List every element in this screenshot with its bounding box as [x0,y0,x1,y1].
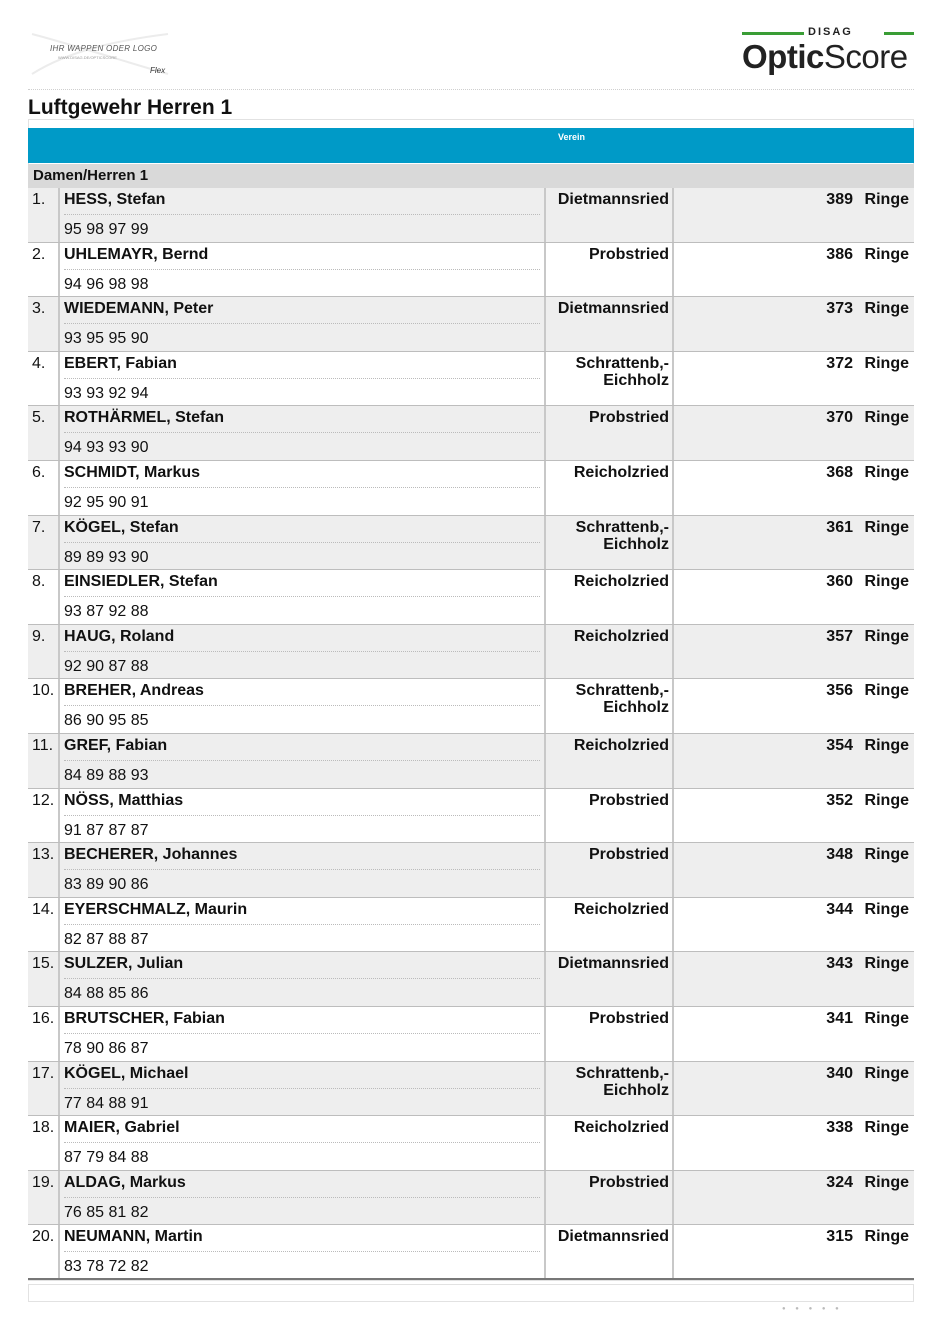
table-row [28,352,914,407]
total-score: 348 [826,846,853,864]
rank: 9. [32,627,46,645]
total-score: 386 [826,245,853,263]
shooter-name: NEUMANN, Martin [64,1228,203,1246]
club-name: Dietmannsried [557,955,669,973]
score-unit: Ringe [864,1173,909,1191]
rank-cell [28,789,60,843]
series-scores: 93 87 92 88 [64,603,149,621]
rank: 18. [32,1119,55,1137]
rank-cell [28,952,60,1006]
table-row [28,1007,914,1062]
score-unit: Ringe [864,300,909,318]
total-cell [674,952,914,1006]
club-name: Dietmannsried [557,300,669,318]
rank-cell [28,516,60,570]
club-cell [546,1062,674,1116]
total-cell [674,1007,914,1061]
header-divider [28,89,914,90]
club-name: Dietmannsried [557,191,669,208]
total-cell [674,461,914,515]
rank: 7. [32,518,46,536]
total-cell [674,625,914,679]
club-cell [546,1007,674,1061]
page-title: Luftgewehr Herren 1 [28,96,233,119]
shooter-name: EINSIEDLER, Stefan [64,573,218,591]
club-name: Schrattenb,- Eichholz [575,682,669,717]
rank: 15. [32,955,55,973]
total-score: 338 [826,1119,853,1137]
shooter-cell [60,188,546,242]
score-unit: Ringe [864,191,909,208]
table-row [28,461,914,516]
table-row [28,297,914,352]
score-unit: Ringe [864,955,909,973]
total-score: 315 [826,1228,853,1246]
shooter-cell [60,789,546,843]
club-cell [546,1225,674,1279]
score-unit: Ringe [864,245,909,263]
series-scores: 83 78 72 82 [64,1258,149,1276]
rank: 13. [32,846,55,864]
club-name: Probstried [588,1009,669,1027]
shooter-cell [60,843,546,897]
score-unit: Ringe [864,627,909,645]
dotted-separator [64,705,540,706]
rank-cell [28,570,60,624]
series-scores: 78 90 86 87 [64,1039,149,1057]
table-row [28,188,914,243]
shooter-cell [60,461,546,515]
total-cell [674,188,914,242]
total-score: 370 [826,409,853,427]
series-scores: 92 95 90 91 [64,493,149,511]
dotted-separator [64,432,540,433]
rank-cell [28,679,60,733]
dotted-separator [64,596,540,597]
club-cell [546,516,674,570]
shooter-cell [60,1225,546,1279]
shooter-cell [60,1116,546,1170]
dotted-separator [64,1033,540,1034]
club-name: Schrattenb,- Eichholz [575,354,669,389]
rank: 12. [32,791,55,809]
table-row [28,243,914,298]
results-table-body [28,188,914,1280]
logo-flex-label: Flex [150,66,166,75]
total-score: 357 [826,627,853,645]
group-header [28,164,914,188]
shooter-name: BREHER, Andreas [64,682,204,700]
score-unit: Ringe [864,1009,909,1027]
club-cell [546,352,674,406]
rank-cell [28,243,60,297]
table-row [28,1116,914,1171]
table-row [28,789,914,844]
dotted-separator [64,815,540,816]
brand-logo [742,26,914,76]
rank-cell [28,1007,60,1061]
dotted-separator [64,760,540,761]
shooter-name: WIEDEMANN, Peter [64,300,214,318]
club-name: Probstried [588,409,669,427]
total-score: 361 [826,518,853,536]
total-cell [674,1116,914,1170]
dotted-separator [64,214,540,215]
table-column-header [28,128,914,163]
club-cell [546,734,674,788]
club-cell [546,952,674,1006]
series-scores: 94 93 93 90 [64,439,149,457]
club-logo-placeholder [30,30,170,78]
shooter-name: BECHERER, Johannes [64,846,238,864]
shooter-cell [60,243,546,297]
total-cell [674,516,914,570]
shooter-cell [60,898,546,952]
club-name: Reicholzried [573,463,669,481]
club-name: Schrattenb,- Eichholz [575,1064,669,1099]
shooter-name: SCHMIDT, Markus [64,463,201,481]
table-row [28,406,914,461]
dotted-separator [64,869,540,870]
total-score: 352 [826,791,853,809]
rank: 17. [32,1064,55,1082]
total-cell [674,1062,914,1116]
rank-cell [28,406,60,460]
series-scores: 86 90 95 85 [64,712,149,730]
dotted-separator [64,269,540,270]
dotted-separator [64,1142,540,1143]
score-unit: Ringe [864,900,909,918]
score-unit: Ringe [864,682,909,700]
shooter-name: EBERT, Fabian [64,354,177,372]
table-row [28,1171,914,1226]
club-name: Schrattenb,- Eichholz [575,518,669,553]
shooter-name: HESS, Stefan [64,191,166,208]
rank-cell [28,1062,60,1116]
rank: 14. [32,900,55,918]
total-cell [674,406,914,460]
shooter-cell [60,297,546,351]
rank: 4. [32,354,46,372]
score-unit: Ringe [864,736,909,754]
rank: 16. [32,1009,55,1027]
series-scores: 89 89 93 90 [64,548,149,566]
club-name: Probstried [588,1173,669,1191]
shooter-cell [60,679,546,733]
total-cell [674,734,914,788]
club-cell [546,789,674,843]
table-row [28,734,914,789]
series-scores: 77 84 88 91 [64,1094,149,1112]
series-scores: 94 96 98 98 [64,275,149,293]
score-unit: Ringe [864,518,909,536]
total-cell [674,898,914,952]
series-scores: 93 95 95 90 [64,330,149,348]
dotted-separator [64,1197,540,1198]
shooter-cell [60,1171,546,1225]
rank: 19. [32,1173,55,1191]
club-name: Reicholzried [573,573,669,591]
rank-cell [28,1116,60,1170]
club-cell [546,243,674,297]
table-row [28,952,914,1007]
club-name: Dietmannsried [557,1228,669,1246]
club-name: Reicholzried [573,900,669,918]
dotted-separator [64,378,540,379]
brand-wordmark: OpticScore [742,38,908,75]
total-score: 389 [826,191,853,208]
footer-decoration: ● ● ● ● ● [782,1306,843,1312]
rank-cell [28,625,60,679]
total-cell [674,1225,914,1279]
table-row [28,570,914,625]
total-score: 341 [826,1009,853,1027]
shooter-name: MAIER, Gabriel [64,1119,180,1137]
club-name: Probstried [588,846,669,864]
club-cell [546,1171,674,1225]
series-scores: 93 93 92 94 [64,384,149,402]
club-name: Reicholzried [573,736,669,754]
shooter-cell [60,352,546,406]
shooter-name: HAUG, Roland [64,627,175,645]
score-unit: Ringe [864,463,909,481]
club-cell [546,406,674,460]
rank: 1. [32,191,46,208]
shooter-name: KÖGEL, Stefan [64,518,179,536]
score-unit: Ringe [864,846,909,864]
score-unit: Ringe [864,409,909,427]
club-cell [546,1116,674,1170]
rank-cell [28,461,60,515]
rank-cell [28,188,60,242]
dotted-separator [64,1088,540,1089]
club-name: Probstried [588,245,669,263]
series-scores: 76 85 81 82 [64,1203,149,1221]
dotted-separator [64,1251,540,1252]
total-score: 340 [826,1064,853,1082]
total-score: 356 [826,682,853,700]
dotted-separator [64,487,540,488]
logo-subtext: WWW.DISAG.DE/OPTICSCORE [58,55,117,60]
total-cell [674,843,914,897]
total-score: 368 [826,463,853,481]
total-cell [674,570,914,624]
table-row [28,1062,914,1117]
total-cell [674,297,914,351]
total-score: 372 [826,354,853,372]
table-row [28,1225,914,1280]
rank-cell [28,734,60,788]
shooter-name: GREF, Fabian [64,736,168,754]
total-score: 354 [826,736,853,754]
rank: 10. [32,682,55,700]
shooter-cell [60,1007,546,1061]
shooter-name: SULZER, Julian [64,955,184,973]
score-unit: Ringe [864,354,909,372]
rank-cell [28,898,60,952]
club-cell [546,461,674,515]
total-cell [674,1171,914,1225]
table-bottom-rule [28,1278,914,1280]
series-scores: 82 87 88 87 [64,930,149,948]
club-name: Reicholzried [573,627,669,645]
shooter-name: UHLEMAYR, Bernd [64,245,209,263]
shooter-cell [60,952,546,1006]
club-name: Reicholzried [573,1119,669,1137]
score-unit: Ringe [864,791,909,809]
score-unit: Ringe [864,1119,909,1137]
table-row [28,898,914,953]
logo-swoosh-graphic [30,30,170,78]
total-score: 344 [826,900,853,918]
rank-cell [28,1225,60,1279]
score-unit: Ringe [864,1064,909,1082]
series-scores: 84 88 85 86 [64,985,149,1003]
brand-bar-right [884,32,914,35]
table-row [28,679,914,734]
club-cell [546,898,674,952]
rank: 8. [32,573,46,591]
rank: 20. [32,1228,55,1246]
dotted-separator [64,542,540,543]
total-score: 373 [826,300,853,318]
rank: 2. [32,245,46,263]
rank: 11. [32,736,54,754]
shooter-name: ROTHÄRMEL, Stefan [64,409,224,427]
brand-small-text: DISAG [808,26,853,38]
table-row [28,625,914,680]
club-cell [546,625,674,679]
brand-bar-left [742,32,804,35]
rank-cell [28,1171,60,1225]
dotted-separator [64,323,540,324]
shooter-name: ALDAG, Markus [64,1173,186,1191]
club-cell [546,843,674,897]
series-scores: 95 98 97 99 [64,221,149,238]
total-cell [674,789,914,843]
club-cell [546,297,674,351]
logo-text: IHR WAPPEN ODER LOGO [50,44,158,53]
table-row [28,516,914,571]
total-cell [674,679,914,733]
shooter-name: KÖGEL, Michael [64,1064,189,1082]
rank-cell [28,352,60,406]
total-cell [674,352,914,406]
table-footer [28,1284,914,1302]
club-cell [546,570,674,624]
score-unit: Ringe [864,1228,909,1246]
shooter-cell [60,734,546,788]
shooter-name: BRUTSCHER, Fabian [64,1009,225,1027]
shooter-cell [60,625,546,679]
club-name: Probstried [588,791,669,809]
rank-cell [28,297,60,351]
rank: 3. [32,300,46,318]
rank-cell [28,843,60,897]
group-label: Damen/Herren 1 [33,167,149,184]
table-row [28,843,914,898]
shooter-cell [60,1062,546,1116]
dotted-separator [64,651,540,652]
shooter-cell [60,516,546,570]
shooter-name: NÖSS, Matthias [64,791,184,809]
total-cell [674,243,914,297]
score-unit: Ringe [864,573,909,591]
club-cell [546,188,674,242]
total-score: 360 [826,573,853,591]
total-score: 343 [826,955,853,973]
series-scores: 83 89 90 86 [64,876,149,894]
shooter-cell [60,570,546,624]
rank: 6. [32,463,46,481]
series-scores: 84 89 88 93 [64,766,149,784]
rank: 5. [32,409,46,427]
series-scores: 92 90 87 88 [64,657,149,675]
total-score: 324 [826,1173,853,1191]
dotted-separator [64,978,540,979]
club-cell [546,679,674,733]
shooter-cell [60,406,546,460]
shooter-name: EYERSCHMALZ, Maurin [64,900,248,918]
dotted-separator [64,924,540,925]
series-scores: 87 79 84 88 [64,1149,149,1167]
column-header-club: Verein [558,132,586,142]
series-scores: 91 87 87 87 [64,821,149,839]
